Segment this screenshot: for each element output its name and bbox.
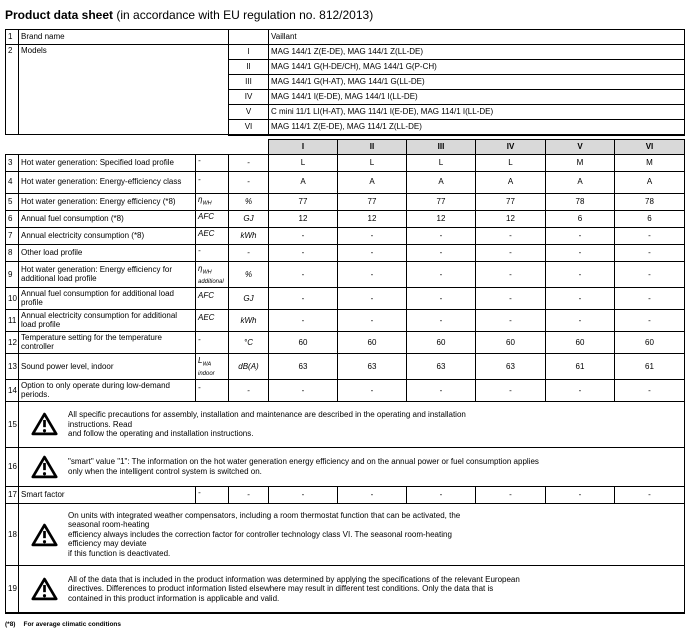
value-cell: - [269, 261, 338, 287]
value-cell: - [615, 309, 685, 331]
value-cell: A [615, 171, 685, 193]
row-number: 15 [6, 401, 19, 447]
row-number: 16 [6, 447, 19, 486]
row-number: 9 [6, 261, 19, 287]
value-cell: 12 [476, 210, 546, 227]
column-header-row [6, 139, 685, 154]
symbol-cell: $\eta_{WH}$ [196, 193, 229, 210]
data-table [5, 139, 685, 614]
value-cell: M [546, 154, 615, 171]
column-header: II [338, 139, 407, 154]
symbol-cell: - [196, 379, 229, 401]
table-row [6, 30, 685, 45]
row-label: Hot water generation: Energy efficiency for additional load profile [19, 261, 196, 287]
symbol-cell: AFC [196, 287, 229, 309]
value-cell: - [476, 287, 546, 309]
value-cell: A [407, 171, 476, 193]
value-cell: - [546, 244, 615, 261]
value-cell: - [615, 244, 685, 261]
value-cell: - [546, 261, 615, 287]
row-label: Annual fuel consumption for additional load profile [19, 287, 196, 309]
table-row [6, 379, 685, 401]
note-cell [19, 504, 685, 566]
value-cell: 60 [269, 331, 338, 353]
model-roman: VI [229, 120, 269, 135]
row-number: 7 [6, 227, 19, 244]
value-cell: 78 [546, 193, 615, 210]
row-number: 18 [6, 504, 19, 566]
value-cell: - [407, 287, 476, 309]
value-cell: - [338, 486, 407, 503]
column-header: I [269, 139, 338, 154]
row-number: 1 [6, 30, 19, 45]
row-number: 5 [6, 193, 19, 210]
value-cell: - [615, 287, 685, 309]
row-label: Sound power level, indoor [19, 353, 196, 379]
value-cell: - [476, 379, 546, 401]
model-value: MAG 144/1 Z(E-DE), MAG 144/1 Z(LL-DE) [269, 45, 685, 60]
row-number: 12 [6, 331, 19, 353]
unit-cell: GJ [229, 210, 269, 227]
value-cell: - [269, 287, 338, 309]
table-row [6, 171, 685, 193]
note-text: On units with integrated weather compensators, including a room thermostat function that can be activated, the seasonal room-heating efficiency always includes the correction factor for controller technology class VI. The seasonal room-heating efficiency may deviate if this function is deactivated. [68, 510, 461, 558]
unit-cell: kWh [229, 309, 269, 331]
value-cell: - [615, 261, 685, 287]
row-label: Annual electricity consumption for additional load profile [19, 309, 196, 331]
page-title-bold: Product data sheet [5, 8, 114, 22]
value-cell: 77 [407, 193, 476, 210]
value-cell: - [546, 287, 615, 309]
unit-cell: % [229, 261, 269, 287]
unit-cell: - [229, 154, 269, 171]
symbol-cell: - [196, 154, 229, 171]
value-cell: - [476, 244, 546, 261]
note-cell [19, 566, 685, 613]
value-cell: 78 [615, 193, 685, 210]
model-roman: IV [229, 90, 269, 105]
column-header: III [407, 139, 476, 154]
warning-icon [31, 523, 58, 547]
model-roman: I [229, 45, 269, 60]
empty-cell [229, 30, 269, 45]
symbol-cell: - [196, 171, 229, 193]
value-cell: - [407, 379, 476, 401]
value-cell: - [615, 486, 685, 503]
row-number: 13 [6, 353, 19, 379]
footnote-text: For average climatic conditions [23, 620, 122, 628]
row-number: 8 [6, 244, 19, 261]
row-label: Smart factor [19, 486, 196, 503]
table-row [6, 287, 685, 309]
value-cell: - [546, 379, 615, 401]
symbol-cell: - [196, 331, 229, 353]
symbol-cell: AEC [196, 309, 229, 331]
symbol-cell: $L_{WA}$ indoor [196, 353, 229, 379]
value-cell: - [407, 227, 476, 244]
unit-cell: - [229, 244, 269, 261]
value-cell: - [407, 261, 476, 287]
value-cell: - [476, 309, 546, 331]
row-number: 6 [6, 210, 19, 227]
header-spacer [6, 139, 269, 154]
model-value: MAG 144/1 G(H-AT), MAG 144/1 G(LL-DE) [269, 75, 685, 90]
unit-cell: dB(A) [229, 353, 269, 379]
table-row [6, 210, 685, 227]
value-cell: 77 [269, 193, 338, 210]
warning-icon [31, 577, 58, 601]
value-cell: - [407, 486, 476, 503]
value-cell: A [269, 171, 338, 193]
table-row [6, 486, 685, 503]
value-cell: - [546, 486, 615, 503]
value-cell: - [269, 227, 338, 244]
row-number: 3 [6, 154, 19, 171]
value-cell: - [476, 227, 546, 244]
value-cell: - [615, 227, 685, 244]
warning-icon [31, 455, 58, 479]
value-cell: 60 [546, 331, 615, 353]
value-cell: - [269, 379, 338, 401]
value-cell: - [269, 309, 338, 331]
model-roman: II [229, 60, 269, 75]
model-value: MAG 144/1 I(E-DE), MAG 144/1 I(LL-DE) [269, 90, 685, 105]
value-cell: 60 [615, 331, 685, 353]
note-row [6, 447, 685, 486]
symbol-cell: AEC [196, 227, 229, 244]
row-number: 19 [6, 566, 19, 613]
symbol-cell: AFC [196, 210, 229, 227]
value-cell: - [338, 261, 407, 287]
note-row [6, 401, 685, 447]
table-row [6, 45, 685, 60]
row-label: Hot water generation: Specified load profile [19, 154, 196, 171]
row-label: Other load profile [19, 244, 196, 261]
value-cell: 12 [269, 210, 338, 227]
row-number: 17 [6, 486, 19, 503]
note-text: All specific precautions for assembly, installation and maintenance are described in the operating and installation instructions. Read and follow the operating and installation instructions. [68, 410, 466, 439]
value-cell: - [546, 309, 615, 331]
value-cell: 61 [615, 353, 685, 379]
value-cell: M [615, 154, 685, 171]
note-row [6, 504, 685, 566]
value-cell: 61 [546, 353, 615, 379]
value-cell: 60 [476, 331, 546, 353]
model-value: MAG 114/1 Z(E-DE), MAG 114/1 Z(LL-DE) [269, 120, 685, 135]
value-cell: 12 [338, 210, 407, 227]
table-row [6, 261, 685, 287]
value-cell: - [338, 287, 407, 309]
value-cell: 63 [269, 353, 338, 379]
unit-cell: - [229, 171, 269, 193]
value-cell: - [546, 227, 615, 244]
symbol-cell: - [196, 486, 229, 503]
page-title [5, 8, 684, 22]
unit-cell: GJ [229, 287, 269, 309]
value-cell: 63 [407, 353, 476, 379]
table-row [6, 227, 685, 244]
value-cell: L [269, 154, 338, 171]
footnote [5, 621, 684, 628]
note-row [6, 566, 685, 613]
value-cell: L [476, 154, 546, 171]
value-cell: 60 [338, 331, 407, 353]
value-cell: - [338, 227, 407, 244]
symbol-cell: - [196, 244, 229, 261]
row-number: 14 [6, 379, 19, 401]
row-label: Hot water generation: Energy efficiency (*8) [19, 193, 196, 210]
note-cell [19, 401, 685, 447]
column-header: V [546, 139, 615, 154]
model-roman: III [229, 75, 269, 90]
value-cell: - [615, 379, 685, 401]
value-cell: A [338, 171, 407, 193]
note-cell [19, 447, 685, 486]
value-cell: - [269, 486, 338, 503]
warning-icon [31, 412, 58, 436]
unit-cell: % [229, 193, 269, 210]
row-label: Annual electricity consumption (*8) [19, 227, 196, 244]
value-cell: 63 [338, 353, 407, 379]
row-number: 4 [6, 171, 19, 193]
unit-cell: °C [229, 331, 269, 353]
value-cell: 12 [407, 210, 476, 227]
value-cell: 60 [407, 331, 476, 353]
page-title-rest: (in accordance with EU regulation no. 812/2013) [113, 8, 374, 22]
model-value: C mini 11/1 LI(H-AT), MAG 114/1 I(E-DE), MAG 114/1 I(LL-DE) [269, 105, 685, 120]
unit-cell: - [229, 486, 269, 503]
row-number: 2 [6, 45, 19, 135]
table-row [6, 193, 685, 210]
brand-models-table [5, 29, 685, 136]
value-cell: 77 [338, 193, 407, 210]
table-row [6, 353, 685, 379]
value-cell: - [338, 309, 407, 331]
value-cell: - [476, 486, 546, 503]
table-row [6, 331, 685, 353]
row-label: Brand name [19, 30, 229, 45]
value-cell: A [546, 171, 615, 193]
unit-cell: kWh [229, 227, 269, 244]
value-cell: - [476, 261, 546, 287]
note-text: All of the data that is included in the product information was determined by applying the specifications of the relevant European directives. Differences to product information listed elsewhere may result in different test conditions. Only the data that is contained in this product information is applicable and valid. [68, 574, 520, 603]
value-cell: L [338, 154, 407, 171]
row-label: Temperature setting for the temperature controller [19, 331, 196, 353]
value-cell: A [476, 171, 546, 193]
row-label: Models [19, 45, 229, 135]
row-label: Annual fuel consumption (*8) [19, 210, 196, 227]
value-cell: 6 [546, 210, 615, 227]
table-row [6, 244, 685, 261]
note-text: "smart" value "1": The information on the hot water generation energy efficiency and on the annual power or fuel consumption applies only when the intelligent control system is switched on. [68, 457, 539, 476]
model-roman: V [229, 105, 269, 120]
value-cell: - [269, 244, 338, 261]
value-cell: - [407, 309, 476, 331]
footnote-marker: (*8) [5, 620, 16, 628]
row-label: Option to only operate during low-demand periods. [19, 379, 196, 401]
row-number: 11 [6, 309, 19, 331]
unit-cell: - [229, 379, 269, 401]
value-cell: - [407, 244, 476, 261]
table-row [6, 309, 685, 331]
value-cell: - [338, 379, 407, 401]
value-cell: - [338, 244, 407, 261]
column-header: VI [615, 139, 685, 154]
model-value: MAG 144/1 G(H-DE/CH), MAG 144/1 G(P-CH) [269, 60, 685, 75]
table-row [6, 154, 685, 171]
brand-value: Vaillant [269, 30, 685, 45]
column-header: IV [476, 139, 546, 154]
symbol-cell: $\eta_{WH}$ additional [196, 261, 229, 287]
row-label: Hot water generation: Energy-efficiency class [19, 171, 196, 193]
value-cell: 63 [476, 353, 546, 379]
value-cell: 6 [615, 210, 685, 227]
value-cell: L [407, 154, 476, 171]
row-number: 10 [6, 287, 19, 309]
value-cell: 77 [476, 193, 546, 210]
